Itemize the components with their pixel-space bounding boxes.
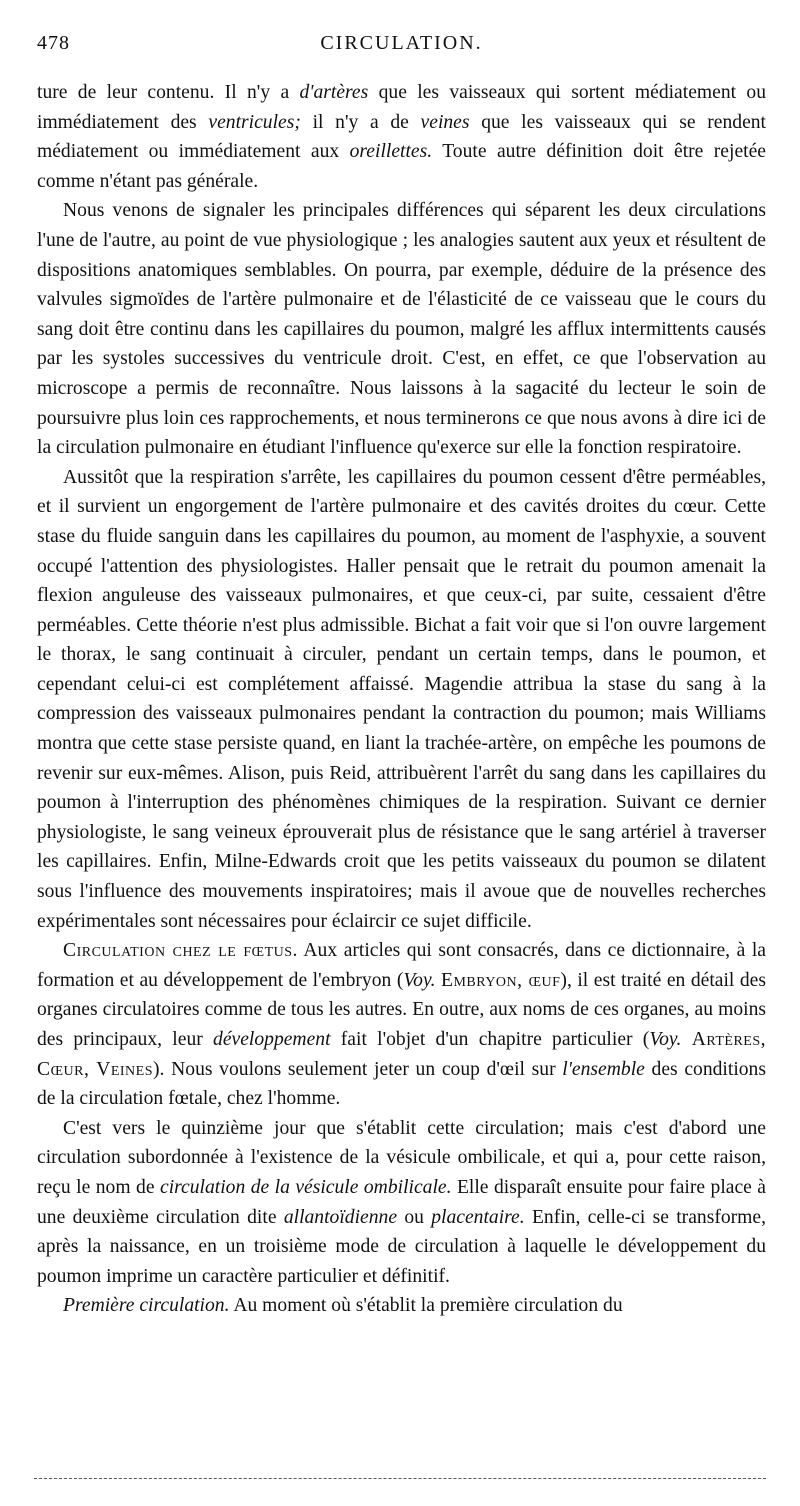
text-run: ou <box>397 1206 432 1228</box>
italic-run: développement <box>213 1029 331 1050</box>
text-run: Enfin, celle-ci se transforme, après la naissance, en un troisième mode de circulation à laquelle le développement du poumon imprime un caractère particulier et définitif. <box>37 1206 767 1287</box>
italic-run: ventricules; <box>208 111 301 133</box>
page-number: 478 <box>37 32 70 54</box>
italic-run: allantoïdienne <box>283 1206 398 1228</box>
paragraph-p4 <box>37 936 766 1114</box>
italic-run: Voy. <box>403 969 436 991</box>
small-caps-run: Circulation chez le fœtus. <box>63 940 298 962</box>
paragraph-p3 <box>37 463 766 937</box>
text-run: Elle disparaît ensuite pour faire place à une deuxième circulation dite <box>37 1176 767 1228</box>
small-caps-run: Embryon, œuf <box>441 969 561 991</box>
footer-rule <box>34 1478 766 1479</box>
italic-run: oreillettes. <box>349 141 433 163</box>
paragraph-p6 <box>37 1291 766 1321</box>
text-run: ), il est traité en détail des organes circulatoires comme de tous les autres. En outre, aux noms de ces organes, au moins des principaux, leur <box>37 969 766 1050</box>
paragraph-p5 <box>37 1114 766 1292</box>
text-run: ). Nous voulons seulement jeter un coup d'œil sur <box>153 1058 563 1080</box>
text-run: Au moment où s'établit la première circulation du <box>229 1295 623 1317</box>
italic-run: d'artères <box>299 82 369 103</box>
body-text <box>37 78 766 1321</box>
running-head <box>37 26 766 60</box>
text-run: des conditions de la circulation fœtale, chez l'homme. <box>37 1058 766 1110</box>
text-run: Nous venons de signaler les principales différences qui séparent les deux circulations l'une de l'autre, au point de vue physiologique ; les analogies sautent aux yeux et résultent de dispositions anatomiques semblables. On pourra, par exemple, déduire de la présence des valvules sigmoïdes de l'artère pulmonaire et de l'élasticité de ce vaisseau que le cours du sang doit être continu dans les capillaires du poumon, malgré les afflux intermittents causés par les systoles successives du ventricule droit. C'est, en effet, ce que l'observation au microscope a permis de reconnaître. Nous laissons à la sagacité du lecteur le soin de poursuivre plus loin ces rapprochements, et nous terminerons ce que nous avons à dire ici de la circulation pulmonaire en étudiant l'influence qu'exerce sur elle la fonction respiratoire. <box>37 200 766 459</box>
italic-run: Première circulation. <box>63 1295 230 1317</box>
text-run: que les vaisseaux qui se rendent médiatement ou immédiatement aux <box>37 111 767 163</box>
paragraph-p2 <box>37 196 766 462</box>
text-run: fait l'objet d'un chapitre particulier ( <box>330 1029 650 1050</box>
italic-run: circulation de la vésicule ombilicale. <box>160 1176 452 1198</box>
text-run: il n'y a de <box>300 111 421 133</box>
text-run: que les vaisseaux qui sortent médiatement ou immédiatement des <box>37 82 766 133</box>
italic-run: veines <box>420 111 470 133</box>
italic-run: l'ensemble <box>562 1058 645 1080</box>
text-run: ture de leur contenu. Il n'y a <box>37 82 300 103</box>
text-run <box>681 1029 691 1050</box>
text-run: Aux articles qui sont consacrés, dans ce dictionnaire, à la formation et au développement de l'embryon ( <box>37 940 766 991</box>
text-run: C'est vers le quinzième jour que s'établit cette circulation; mais c'est d'abord une circulation subordonnée à l'existence de la vésicule ombilicale, et qui a, pour cette raison, reçu le nom de <box>37 1117 766 1198</box>
text-run: Toute autre définition doit être rejetée comme n'étant pas générale. <box>37 141 766 192</box>
text-run: Aussitôt que la respiration s'arrête, les capillaires du poumon cessent d'être perméables, et il survient un engorgement de l'artère pulmonaire et des cavités droites du cœur. Cette stase du fluide sanguin dans les capillaires du poumon, au moment de l'asphyxie, a souvent occupé l'attention des physiologistes. Haller pensait que le retrait du poumon amenait la flexion anguleuse des vaisseaux pulmonaires, et que ceux-ci, par suite, cessaient d'être perméables. Cette théorie n'est plus admissible. Bichat a fait voir que si l'on ouvre largement le thorax, le sang continuait à circuler, pendant un certain temps, dans le poumon, et cependant celui-ci est complétement affaissé. Magendie attribua la stase du sang à la compression des vaisseaux pulmonaires pendant la contraction du poumon; mais Williams montra que cette stase persiste quand, en liant la trachée-artère, on empêche les poumons de revenir sur eux-mêmes. Alison, puis Reid, attribuèrent l'arrêt du sang dans les capillaires du poumon à l'interruption des phénomènes chimiques de la respiration. Suivant ce dernier physiologiste, le sang veineux éprouverait plus de résistance que le sang artériel à traverser les capillaires. Enfin, Milne-Edwards croit que les petits vaisseaux du poumon se dilatent sous l'influence des mouvements inspiratoires; mais il avoue que de nouvelles recherches expérimentales sont nécessaires pour éclaircir ce sujet difficile. <box>37 466 766 932</box>
italic-run: placentaire. <box>431 1206 525 1228</box>
small-caps-run: Artères, Cœur, Veines <box>37 1029 767 1080</box>
italic-run: Voy. <box>649 1029 682 1050</box>
running-title: CIRCULATION. <box>320 32 483 54</box>
paragraph-p1 <box>37 78 766 196</box>
